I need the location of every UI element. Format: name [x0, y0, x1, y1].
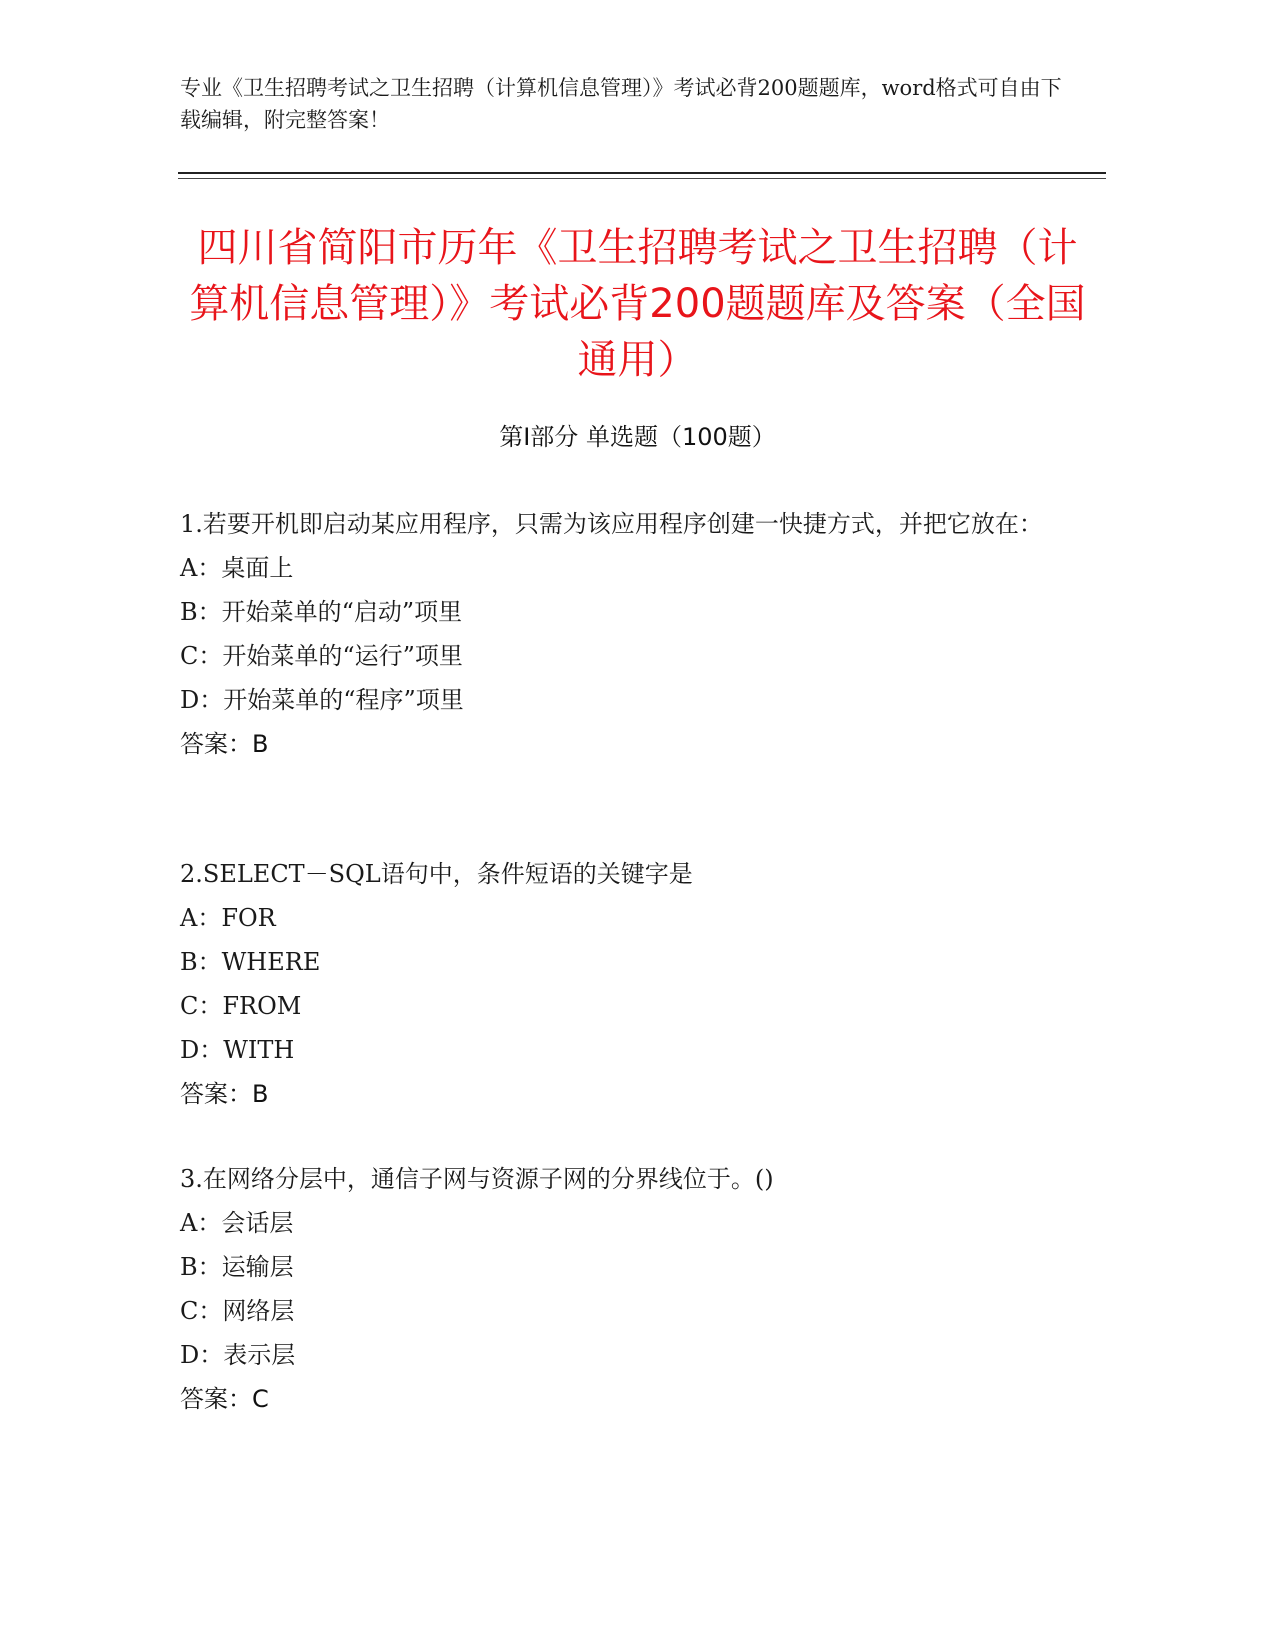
option-c: C：开始菜单的“运行”项里: [180, 642, 463, 670]
answer: 答案：B: [180, 730, 269, 758]
answer: 答案：C: [180, 1385, 269, 1413]
answer: 答案：B: [180, 1080, 269, 1108]
question-1: [180, 502, 1060, 766]
option-b: B：开始菜单的“启动”项里: [180, 598, 463, 626]
header-divider-thin: [178, 178, 1106, 179]
option-c: C：网络层: [180, 1297, 295, 1325]
question-stem: 1.若要开机即启动某应用程序，只需为该应用程序创建一快捷方式，并把它放在：: [180, 510, 1043, 538]
option-b: B：运输层: [180, 1253, 294, 1281]
question-2: [180, 852, 1060, 1116]
question-stem: 2.SELECT－SQL语句中，条件短语的关键字是: [180, 860, 693, 888]
option-a: A：桌面上: [180, 554, 294, 582]
header-divider-thick: [178, 172, 1106, 174]
option-c: C：FROM: [180, 992, 302, 1020]
option-d: D：开始菜单的“程序”项里: [180, 686, 464, 714]
header-note: 专业《卫生招聘考试之卫生招聘（计算机信息管理）》考试必背200题题库，word格式可自由下载编辑，附完整答案！: [180, 76, 1062, 132]
option-a: A：FOR: [180, 904, 276, 932]
question-3: [180, 1157, 1060, 1421]
option-b: B：WHERE: [180, 948, 321, 976]
question-stem: 3.在网络分层中，通信子网与资源子网的分界线位于。(): [180, 1165, 774, 1193]
document-title: 四川省简阳市历年《卫生招聘考试之卫生招聘（计算机信息管理）》考试必背200题题库及答案（全国通用）: [189, 225, 1086, 383]
option-d: D：WITH: [180, 1036, 295, 1064]
option-d: D：表示层: [180, 1341, 296, 1369]
section-heading: 第I部分 单选题（100题）: [499, 423, 776, 451]
option-a: A：会话层: [180, 1209, 294, 1237]
